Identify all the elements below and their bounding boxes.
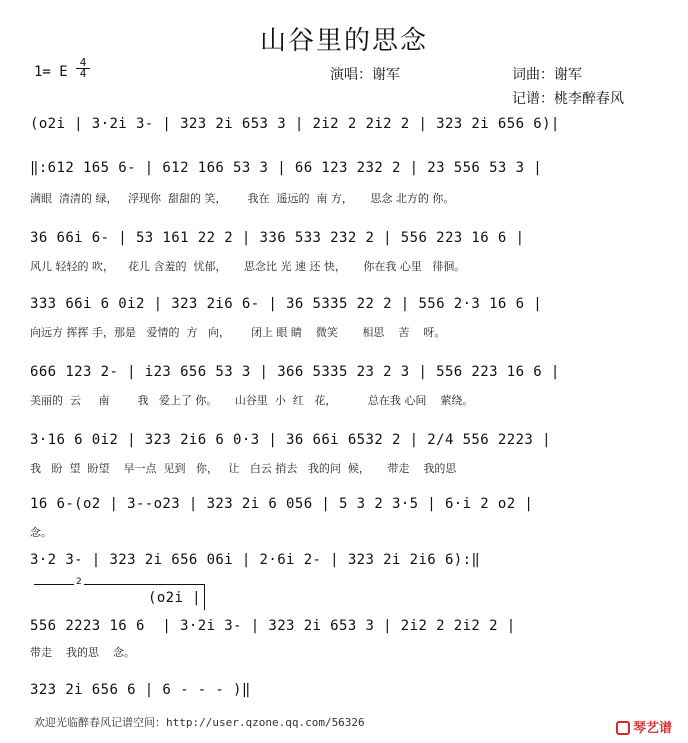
score-row-10-lyrics: 带走 我的思 念。: [30, 646, 135, 659]
volta-bracket-tick: [204, 584, 205, 610]
page-title: 山谷里的思念: [259, 26, 428, 56]
singer-credit: 演唱：谢军: [330, 67, 400, 83]
score-row-7-notes: 16 6-(o2 | 3--o23 | 323 2i 6 056 | 5 3 2 3·5 | 6·i 2 o2 |: [30, 496, 534, 512]
score-row-7-lyrics: 念。: [30, 526, 52, 539]
score-row-2-notes: ‖:612 165 6- | 612 166 53 3 | 66 123 232 2 | 23 556 53 3 |: [30, 160, 543, 176]
score-row-6-lyrics: 我 盼 望 盼望 早一点 见到 你， 让 白云 捎去 我的问 候， 带走 我的思: [30, 462, 457, 475]
footer-text: 欢迎光临醉春风记谱空间：http://user.qzone.qq.com/56326: [34, 716, 365, 729]
score-row-10-notes: 556 2223 16 6 | 3·2i 3- | 323 2i 653 3 | 2i2 2 2i2 2 |: [30, 618, 516, 634]
score-row-4-notes: 333 66i 6 0i2 | 323 2i6 6- | 36 5335 22 2 | 556 2·3 16 6 |: [30, 296, 543, 312]
score-row-9-notes: (o2i |: [148, 590, 201, 606]
time-signature-bottom: 4: [79, 67, 87, 80]
watermark-logo: [616, 717, 672, 736]
transcriber-credit: 记谱：桃李醉春风: [512, 91, 624, 107]
score-row-5-notes: 666 123 2- | i23 656 53 3 | 366 5335 23 2 3 | 556 223 16 6 |: [30, 364, 560, 380]
score-row-8-notes: 3·2 3- | 323 2i 656 06i | 2·6i 2- | 323 2i 2i6 6):‖: [30, 552, 481, 568]
score-row-3-notes: 36 66i 6- | 53 161 22 2 | 336 533 232 2 | 556 223 16 6 |: [30, 230, 525, 246]
score-row-2-lyrics: 满眼 清清的 绿， 浮现你 甜甜的 笑， 我在 遥远的 南 方， 思念 北方的 你。: [30, 192, 455, 205]
time-signature: [76, 58, 90, 79]
key-signature: 1= E: [34, 64, 68, 80]
volta-bracket-line: [34, 584, 204, 585]
volta-number: 2: [76, 577, 82, 587]
score-row-11-notes: 323 2i 656 6 | 6 - - - )‖: [30, 682, 251, 698]
score-row-6-notes: 3·16 6 0i2 | 323 2i6 6 0·3 | 36 66i 6532 2 | 2/4 556 2223 |: [30, 432, 551, 448]
logo-icon: [616, 721, 630, 735]
score-row-1-notes: (o2i | 3·2i 3- | 323 2i 653 3 | 2i2 2 2i2 2 | 323 2i 656 6)|: [30, 116, 560, 132]
time-signature-top: 4: [79, 56, 87, 69]
composer-credit: 词曲：谢军: [512, 67, 582, 83]
score-row-5-lyrics: 美丽的 云 南 我 爱上了 你。 山谷里 小 红 花， 总在我 心间 萦绕。: [30, 394, 474, 407]
score-row-3-lyrics: 风儿 轻轻的 吹， 花儿 含羞的 忧郁， 思念比 光 速 还 快， 你在我 心里 徘徊。: [30, 260, 466, 273]
score-row-4-lyrics: 向远方 挥挥 手，那是 爱情的 方 向， 闭上 眼 睛 微笑 相思 苦 呀。: [30, 326, 446, 339]
logo-text: 琴艺谱: [633, 721, 673, 736]
